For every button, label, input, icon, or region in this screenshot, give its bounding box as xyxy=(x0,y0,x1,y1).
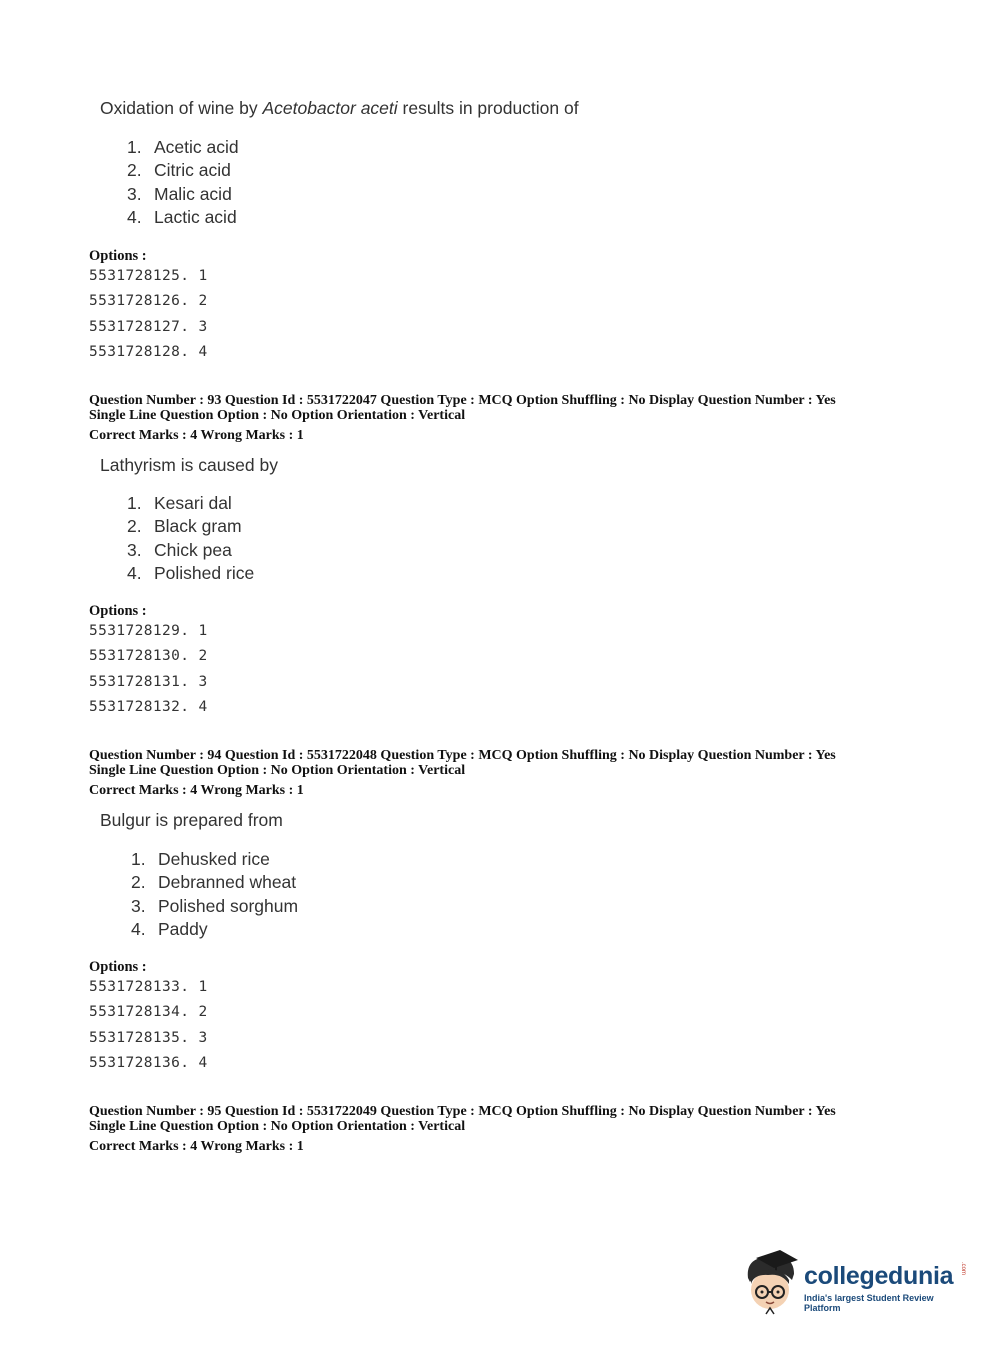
option-id: 5531728135. 3 xyxy=(89,1029,208,1046)
options-label: Options : xyxy=(89,248,147,264)
marks-line: Correct Marks : 4 Wrong Marks : 1 xyxy=(89,1139,304,1154)
question-92-options xyxy=(89,264,208,365)
option-id: 5531728126. 2 xyxy=(89,293,208,310)
option-id: 5531728125. 1 xyxy=(89,268,208,284)
options-label: Options : xyxy=(89,603,147,619)
option-id: 5531728134. 2 xyxy=(89,1004,208,1021)
choice-item: 1. Kesari dal xyxy=(127,493,232,513)
question-92-text: Oxidation of wine by Acetobactor aceti results in production of xyxy=(100,98,579,118)
choice-item: 4. Polished rice xyxy=(127,562,255,583)
question-93-choices xyxy=(127,492,254,585)
question-94-text: Bulgur is prepared from xyxy=(100,810,283,830)
question-94-meta xyxy=(89,748,836,798)
question-93-options xyxy=(89,619,208,720)
option-id: 5531728133. 1 xyxy=(89,979,208,995)
choice-item: 1. Dehusked rice xyxy=(131,849,270,869)
option-id: 5531728129. 1 xyxy=(89,623,208,639)
question-93-text: Lathyrism is caused by xyxy=(100,455,278,475)
question-93-meta xyxy=(89,393,836,443)
collegedunia-logo xyxy=(742,1248,972,1318)
option-id: 5531728127. 3 xyxy=(89,318,208,335)
option-id: 5531728131. 3 xyxy=(89,673,208,690)
meta-line: Question Number : 93 Question Id : 5531722047 Question Type : MCQ Option Shuffling : No Display Question Number : Yes xyxy=(89,393,836,408)
brand-name: collegedunia xyxy=(804,1262,954,1290)
meta-line: Single Line Question Option : No Option Orientation : Vertical xyxy=(89,1119,466,1134)
choice-item: 4. Paddy xyxy=(131,918,208,939)
option-id: 5531728136. 4 xyxy=(89,1054,208,1071)
option-id: 5531728128. 4 xyxy=(89,343,208,360)
choice-item: 3. Malic acid xyxy=(127,183,232,204)
brand-suffix: .com xyxy=(960,1262,966,1276)
choice-item: 4. Lactic acid xyxy=(127,206,237,227)
student-mascot-icon xyxy=(742,1248,800,1316)
meta-line: Single Line Question Option : No Option Orientation : Vertical xyxy=(89,763,466,778)
options-label: Options : xyxy=(89,959,147,975)
question-94-choices xyxy=(131,848,298,941)
question-95-meta xyxy=(89,1104,836,1154)
brand-tagline: India's largest Student Review Platform xyxy=(804,1293,934,1313)
option-id: 5531728132. 4 xyxy=(89,698,208,715)
choice-item: 2. Black gram xyxy=(127,516,242,537)
question-94-options xyxy=(89,975,208,1076)
marks-line: Correct Marks : 4 Wrong Marks : 1 xyxy=(89,783,304,798)
choice-item: 2. Citric acid xyxy=(127,160,231,181)
choice-item: 1. Acetic acid xyxy=(127,137,239,157)
marks-line: Correct Marks : 4 Wrong Marks : 1 xyxy=(89,428,304,443)
question-92-choices xyxy=(127,136,239,229)
choice-item: 2. Debranned wheat xyxy=(131,872,297,893)
meta-line: Question Number : 94 Question Id : 5531722048 Question Type : MCQ Option Shuffling : No Display Question Number : Yes xyxy=(89,748,836,763)
meta-line: Single Line Question Option : No Option Orientation : Vertical xyxy=(89,408,466,423)
meta-line: Question Number : 95 Question Id : 5531722049 Question Type : MCQ Option Shuffling : No Display Question Number : Yes xyxy=(89,1104,836,1119)
choice-item: 3. Polished sorghum xyxy=(131,895,299,916)
choice-item: 3. Chick pea xyxy=(127,539,232,560)
option-id: 5531728130. 2 xyxy=(89,648,208,665)
